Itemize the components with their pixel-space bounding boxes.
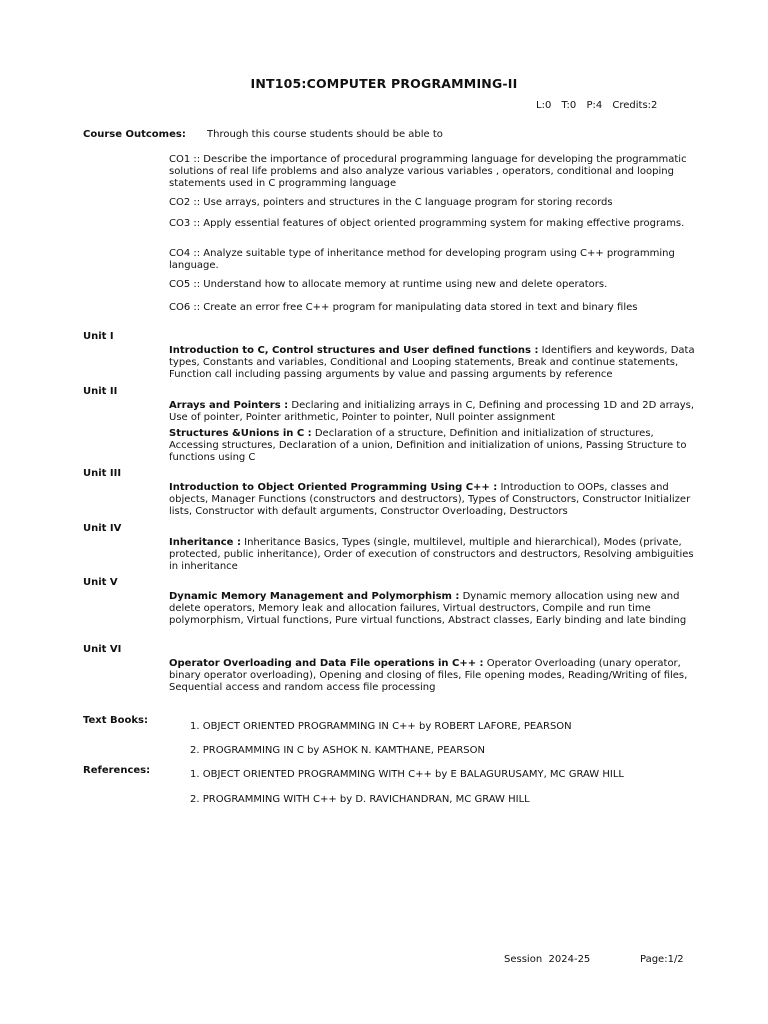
unit-6-topic-text: Operator Overloading (unary operator, binary operator overloading), Opening and closing of files, File opening modes, Reading/Writing of files, Sequential access and random access file processing xyxy=(169,658,688,693)
reference-2: 2. PROGRAMMING WITH C++ by D. RAVICHANDRAN, MC GRAW HILL xyxy=(190,794,530,805)
unit-2-topic-1-heading: Arrays and Pointers : xyxy=(169,400,289,411)
unit-1-topic-heading: Introduction to C, Control structures and User defined functions : xyxy=(169,345,539,356)
unit-6-label: Unit VI xyxy=(83,644,122,655)
unit-3-label: Unit III xyxy=(83,468,122,479)
unit-5-topic-heading: Dynamic Memory Management and Polymorphism : xyxy=(169,591,460,602)
lecture-hours: L:0 xyxy=(536,100,552,111)
unit-4-label: Unit IV xyxy=(83,523,122,534)
unit-1-topic xyxy=(169,345,701,381)
unit-2-topic-1 xyxy=(169,400,701,424)
unit-1-topic-text: Identifiers and keywords, Data types, Constants and variables, Conditional and Looping statements, Break and continue statements, Function call including passing arguments by value and passing arguments by reference xyxy=(169,345,695,380)
unit-5-topic-text: Dynamic memory allocation using new and delete operators, Memory leak and allocation failures, Virtual destructors, Compile and run time polymorphism, Virtual functions, Pure virtual functions, Abstract classes, Early binding and late binding xyxy=(169,591,687,626)
course-outcome-5: CO5 :: Understand how to allocate memory at runtime using new and delete operators. xyxy=(169,279,608,290)
unit-4-topic-heading: Inheritance : xyxy=(169,537,241,548)
reference-1: 1. OBJECT ORIENTED PROGRAMMING WITH C++ by E BALAGURUSAMY, MC GRAW HILL xyxy=(190,769,624,780)
references-label: References: xyxy=(83,765,151,776)
credits-line xyxy=(536,100,664,112)
unit-2-label: Unit II xyxy=(83,386,118,397)
session-label: Session 2024-25 xyxy=(504,954,591,965)
unit-2-topic-2-text: Declaration of a structure, Definition and initialization of structures, Accessing structures, Declaration of a union, Definition and initialization of unions, Passing Structure to functions using C xyxy=(169,428,687,463)
practical-hours: P:4 xyxy=(586,100,603,111)
unit-2-topic-2 xyxy=(169,428,701,464)
unit-3-topic-text: Introduction to OOPs, classes and objects, Manager Functions (constructors and destructors), Types of Constructors, Constructor Initializer lists, Constructor with default arguments, Constructor Overloading, Destructors xyxy=(169,482,691,517)
course-outcome-4: CO4 :: Analyze suitable type of inheritance method for developing program using C++ programming language. xyxy=(169,248,675,271)
unit-5-topic xyxy=(169,591,701,627)
course-outcome-1: CO1 :: Describe the importance of procedural programming language for developing the programmatic solutions of real life problems and also analyze various variables , operators, conditional and looping statements used in C programming language xyxy=(169,154,687,189)
tutorial-hours: T:0 xyxy=(561,100,577,111)
unit-3-topic-heading: Introduction to Object Oriented Programming Using C++ : xyxy=(169,482,498,493)
unit-1-label: Unit I xyxy=(83,331,114,342)
page-title: INT105:COMPUTER PROGRAMMING-II xyxy=(250,76,518,91)
text-books-label: Text Books: xyxy=(83,715,148,726)
credits-value: Credits:2 xyxy=(612,100,658,111)
unit-2-topic-2-heading: Structures &Unions in C : xyxy=(169,428,312,439)
course-outcomes-intro: Through this course students should be able to xyxy=(207,129,443,140)
unit-3-topic xyxy=(169,482,701,518)
course-outcome-3: CO3 :: Apply essential features of object oriented programming system for making effective programs. xyxy=(169,218,685,229)
course-outcome-6: CO6 :: Create an error free C++ program for manipulating data stored in text and binary files xyxy=(169,302,638,313)
course-outcome-2: CO2 :: Use arrays, pointers and structures in the C language program for storing records xyxy=(169,197,613,208)
unit-5-label: Unit V xyxy=(83,577,118,588)
unit-6-topic xyxy=(169,658,701,694)
unit-2-topic-1-text: Declaring and initializing arrays in C, Defining and processing 1D and 2D arrays, Use of pointer, Pointer arithmetic, Pointer to pointer, Null pointer assignment xyxy=(169,400,695,423)
unit-4-topic-text: Inheritance Basics, Types (single, multilevel, multiple and hierarchical), Modes (private, protected, public inheritance), Order of execution of constructors and destructors, Resolving ambiguities in inheritance xyxy=(169,537,694,572)
text-book-2: 2. PROGRAMMING IN C by ASHOK N. KAMTHANE, PEARSON xyxy=(190,745,485,756)
unit-6-topic-heading: Operator Overloading and Data File operations in C++ : xyxy=(169,658,484,669)
unit-4-topic xyxy=(169,537,701,573)
text-book-1: 1. OBJECT ORIENTED PROGRAMMING IN C++ by ROBERT LAFORE, PEARSON xyxy=(190,721,572,732)
course-outcomes-label: Course Outcomes: xyxy=(83,129,186,140)
page-number: Page:1/2 xyxy=(640,954,684,965)
